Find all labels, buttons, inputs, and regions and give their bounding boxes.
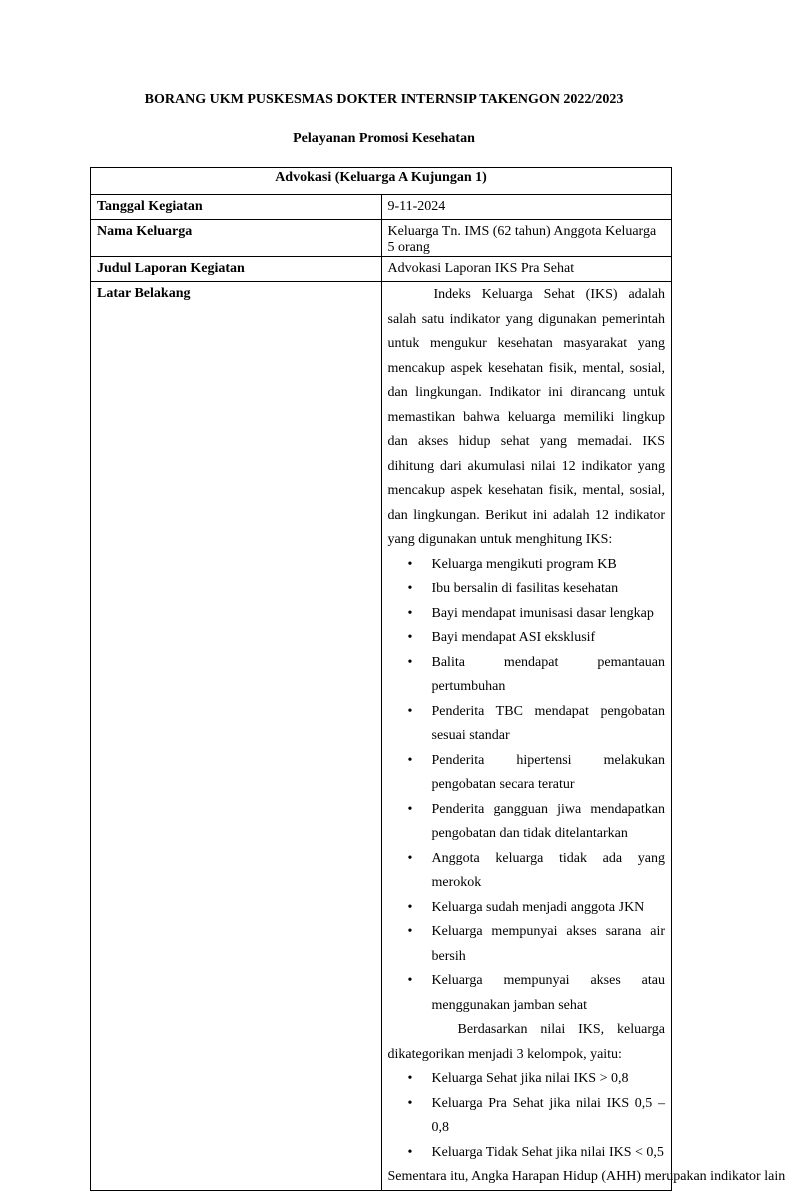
latar-intro-paragraph: Indeks Keluarga Sehat (IKS) adalah salah satu indikator yang digunakan pemerintah untuk mengukur kesehatan masyarakat yang mencakup aspek kesehatan fisik, mental, sosial, dan lingkungan. Indikator ini dirancang untuk memastikan bahwa keluarga memiliki lingkup dan akses hidup sehat yang memadai. IKS dihitung dari akumulasi nilai 12 indikator yang mencakup aspek kesehatan fisik, mental, sosial, dan lingkungan. Berikut ini adalah 12 indikator yang digunakan untuk menghitung IKS: — [387, 287, 665, 547]
activity-form-table — [90, 167, 785, 1191]
row-value-judul: Advokasi Laporan IKS Pra Sehat — [381, 257, 672, 282]
list-item: • Keluarga Tidak Sehat jika nilai IKS < 0,5 — [432, 1141, 666, 1166]
closing-paragraph: Sementara itu, Angka Harapan Hidup (AHH) merupakan indikator lain — [387, 1169, 785, 1184]
list-item: • Penderita gangguan jiwa mendapatkan pengobatan dan tidak ditelantarkan — [432, 798, 666, 847]
list-item: • Penderita TBC mendapat pengobatan sesuai standar — [432, 700, 666, 749]
latar-belakang-content — [381, 282, 785, 1191]
categories-intro-paragraph: Berdasarkan nilai IKS, keluarga dikategorikan menjadi 3 kelompok, yaitu: — [387, 1022, 665, 1062]
row-label-judul: Judul Laporan Kegiatan — [91, 257, 382, 282]
list-item: • Keluarga Sehat jika nilai IKS > 0,8 — [432, 1067, 666, 1092]
list-item: • Keluarga sudah menjadi anggota JKN — [432, 896, 666, 921]
indicator-list — [388, 553, 666, 1019]
row-label-tanggal: Tanggal Kegiatan — [91, 195, 382, 220]
list-item: • Bayi mendapat imunisasi dasar lengkap — [432, 602, 666, 627]
list-item: • Ibu bersalin di fasilitas kesehatan — [432, 577, 666, 602]
form-header-row — [91, 168, 672, 195]
list-item: • Penderita hipertensi melakukan pengobatan secara teratur — [432, 749, 666, 798]
table-row — [91, 195, 672, 220]
row-value-nama: Keluarga Tn. IMS (62 tahun) Anggota Keluarga 5 orang — [381, 220, 672, 257]
form-header: Advokasi (Keluarga A Kujungan 1) — [91, 168, 672, 195]
category-list — [388, 1067, 666, 1165]
row-label-nama: Nama Keluarga — [91, 220, 382, 257]
row-value-tanggal: 9-11-2024 — [381, 195, 672, 220]
table-row — [91, 282, 672, 1191]
table-row — [91, 220, 672, 257]
table-row — [91, 257, 672, 282]
list-item: • Keluarga mempunyai akses sarana air bersih — [432, 920, 666, 969]
list-item: • Balita mendapat pemantauan pertumbuhan — [432, 651, 666, 700]
list-item: • Keluarga mempunyai akses atau menggunakan jamban sehat — [432, 969, 666, 1018]
document-subtitle: Pelayanan Promosi Kesehatan — [293, 131, 475, 146]
document-title: BORANG UKM PUSKESMAS DOKTER INTERNSIP TAKENGON 2022/2023 — [144, 92, 624, 107]
list-item: • Bayi mendapat ASI eksklusif — [432, 626, 666, 651]
list-item: • Anggota keluarga tidak ada yang merokok — [432, 847, 666, 896]
list-item: • Keluarga Pra Sehat jika nilai IKS 0,5 – 0,8 — [432, 1092, 666, 1141]
row-label-latar: Latar Belakang — [91, 282, 382, 1191]
list-item: • Keluarga mengikuti program KB — [432, 553, 666, 578]
